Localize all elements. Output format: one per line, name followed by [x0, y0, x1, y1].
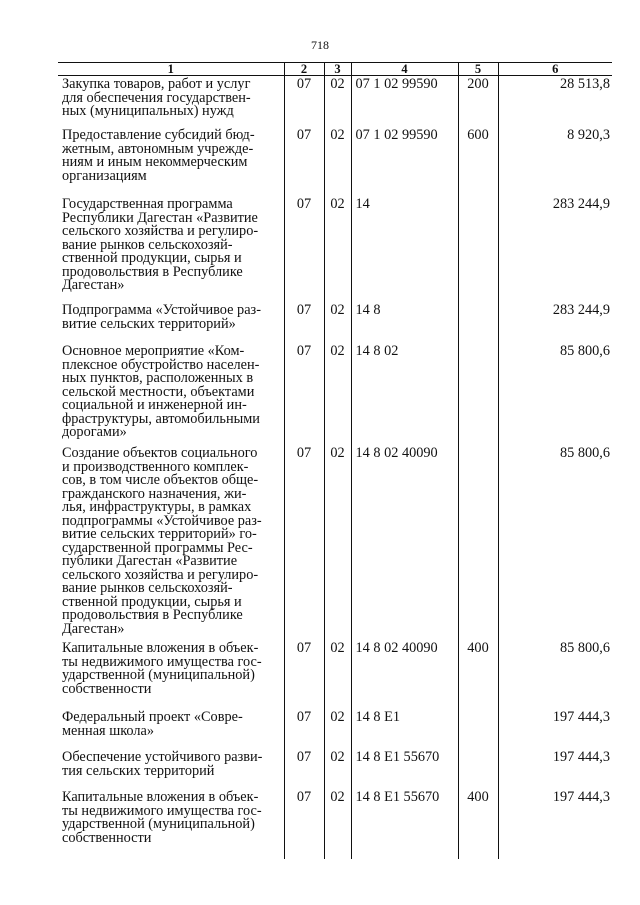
row-subsection: 02: [324, 789, 351, 859]
row-name: Подпрограмма «Устойчивое раз- витие сельских территорий»: [62, 302, 261, 332]
row-kind: [458, 196, 498, 302]
row-section: 07: [284, 343, 324, 445]
row-subsection: 02: [324, 196, 351, 302]
row-subsection: 02: [324, 445, 351, 640]
budget-table: [58, 62, 612, 859]
row-target: 14 8 E1: [351, 709, 458, 749]
row-amount: 85 800,6: [498, 640, 612, 709]
header-col-target: 4: [351, 63, 458, 76]
header-row: [58, 63, 612, 76]
row-amount: 85 800,6: [498, 445, 612, 640]
table-row: [58, 76, 612, 128]
row-amount: 197 444,3: [498, 789, 612, 859]
row-kind: 400: [458, 640, 498, 709]
table-row: [58, 343, 612, 445]
row-amount: 197 444,3: [498, 709, 612, 749]
row-name: Создание объектов социального и производственного комплек- сов, в том числе объектов обще- гражданского назначения, жи- лья, инфраструктуры, в рамках подпрограммы «Устойчивое раз- витие сельских территорий» го- сударственной программы Рес- публики Дагестан «Развитие сельского хозяйства и регулиро- вание рынков сельскохозяй- ственной продукции, сырья и продовольствия в Республике Дагестан»: [62, 445, 262, 637]
row-amount: 283 244,9: [498, 302, 612, 343]
page-number: 718: [311, 38, 329, 52]
row-name: Федеральный проект «Совре- менная школа»: [62, 709, 243, 739]
table-row: [58, 789, 612, 859]
table-row: [58, 127, 612, 196]
row-section: 07: [284, 196, 324, 302]
row-section: 07: [284, 789, 324, 859]
row-amount: 283 244,9: [498, 196, 612, 302]
row-target: 14 8 E1 55670: [351, 749, 458, 789]
row-amount: 85 800,6: [498, 343, 612, 445]
row-amount: 28 513,8: [498, 76, 612, 128]
row-kind: [458, 709, 498, 749]
row-amount: 197 444,3: [498, 749, 612, 789]
row-target: 14 8 E1 55670: [351, 789, 458, 859]
row-subsection: 02: [324, 749, 351, 789]
row-subsection: 02: [324, 640, 351, 709]
row-target: 07 1 02 99590: [351, 76, 458, 128]
row-subsection: 02: [324, 76, 351, 128]
row-name: Капитальные вложения в объек- ты недвижимого имущества гос- ударственной (муниципальной) собственности: [62, 789, 262, 846]
row-section: 07: [284, 445, 324, 640]
row-kind: [458, 302, 498, 343]
row-name: Основное мероприятие «Ком- плексное обустройство населен- ных пунктов, расположенных в сельской местности, объектами социальной и инженерной ин- фраструктуры, автомобильными дорогами»: [62, 343, 260, 440]
row-name: Государственная программа Республики Дагестан «Развитие сельского хозяйства и регулиро- вание рынков сельскохозяй- ственной продукции, сырья и продовольствия в Республике Дагестан»: [62, 196, 259, 293]
row-name: Предоставление субсидий бюд- жетным, автономным учрежде- ниям и иным некоммерческим организациям: [62, 127, 255, 184]
row-name: Капитальные вложения в объек- ты недвижимого имущества гос- ударственной (муниципальной) собственности: [62, 640, 262, 697]
row-kind: 200: [458, 76, 498, 128]
table-row: [58, 445, 612, 640]
row-target: 14 8: [351, 302, 458, 343]
table-row: [58, 302, 612, 343]
row-kind: 400: [458, 789, 498, 859]
row-section: 07: [284, 640, 324, 709]
row-kind: [458, 445, 498, 640]
row-section: 07: [284, 76, 324, 128]
row-subsection: 02: [324, 709, 351, 749]
row-target: 07 1 02 99590: [351, 127, 458, 196]
header-col-kind: 5: [458, 63, 498, 76]
header-col-section: 2: [284, 63, 324, 76]
header-col-name: 1: [58, 63, 284, 76]
row-target: 14 8 02 40090: [351, 445, 458, 640]
row-target: 14: [351, 196, 458, 302]
row-name: Обеспечение устойчивого разви- тия сельских территорий: [62, 749, 263, 779]
row-kind: 600: [458, 127, 498, 196]
row-target: 14 8 02 40090: [351, 640, 458, 709]
row-subsection: 02: [324, 127, 351, 196]
row-target: 14 8 02: [351, 343, 458, 445]
header-col-amount: 6: [498, 63, 612, 76]
row-section: 07: [284, 302, 324, 343]
table-row: [58, 640, 612, 709]
row-subsection: 02: [324, 302, 351, 343]
table-row: [58, 749, 612, 789]
row-name: Закупка товаров, работ и услуг для обеспечения государствен- ных (муниципальных) нужд: [62, 76, 251, 119]
row-section: 07: [284, 749, 324, 789]
row-amount: 8 920,3: [498, 127, 612, 196]
row-section: 07: [284, 709, 324, 749]
table-row: [58, 709, 612, 749]
table-row: [58, 196, 612, 302]
header-col-subsection: 3: [324, 63, 351, 76]
row-kind: [458, 343, 498, 445]
row-section: 07: [284, 127, 324, 196]
row-subsection: 02: [324, 343, 351, 445]
row-kind: [458, 749, 498, 789]
